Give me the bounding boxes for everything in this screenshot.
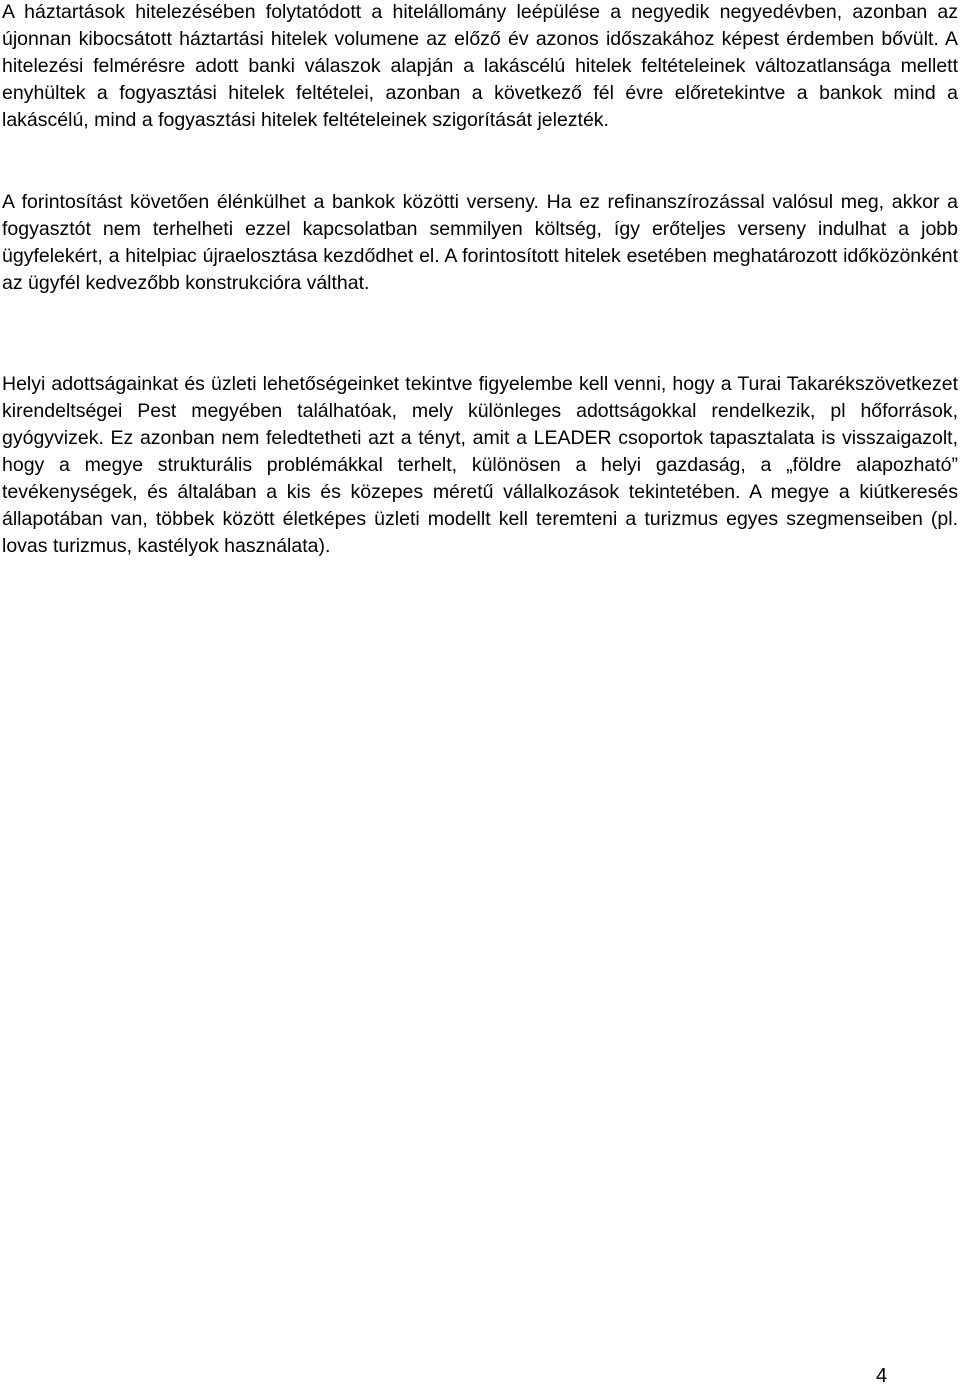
paragraph-bank-competition: A forintosítást követően élénkülhet a bankok közötti verseny. Ha ez refinanszírozással valósul meg, akkor a fogyasztót nem terhelheti ezzel kapcsolatban semmilyen költség, így erőteljes verseny indulhat a jobb ügyfelekért, a hitelpiac újraelosztása kezdődhet el. A forintosított hitelek esetében meghatározott időközönként az ügyfél kedvezőbb konstrukcióra válthat.	[2, 191, 958, 294]
paragraph-local-conditions: Helyi adottságainkat és üzleti lehetőségeinket tekintve figyelembe kell venni, hogy a Turai Takarékszövetkezet kirendeltségei Pest megyében találhatóak, mely különleges adottságokkal rendelkezik, pl hőforrások, gyógyvizek. Ez azonban nem feledtetheti azt a tényt, amit a LEADER csoportok tapasztalata is visszaigazolt, hogy a megye strukturális problémákkal terhelt, különösen a helyi gazdaság, a „földre alapozható” tevékenységek, és általában a kis és közepes méretű vállalkozások tekintetében. A megye a kiútkeresés állapotában van, többek között életképes üzleti modellt kell teremteni a turizmus egyes szegmenseiben (pl. lovas turizmus, kastélyok használata).	[2, 373, 958, 557]
page-number: 4	[876, 1365, 888, 1387]
paragraph-household-lending: A háztartások hitelezésében folytatódott a hitelállomány leépülése a negyedik negyedévben, azonban az újonnan kibocsátott háztartási hitelek volumene az előző év azonos időszakához képest érdemben bővült. A hitelezési felmérésre adott banki válaszok alapján a lakáscélú hitelek feltételeinek változatlansága mellett enyhültek a fogyasztási hitelek feltételei, azonban a következő fél évre előretekintve a bankok mind a lakáscélú, mind a fogyasztási hitelek feltételeinek szigorítását jelezték.	[2, 1, 958, 131]
